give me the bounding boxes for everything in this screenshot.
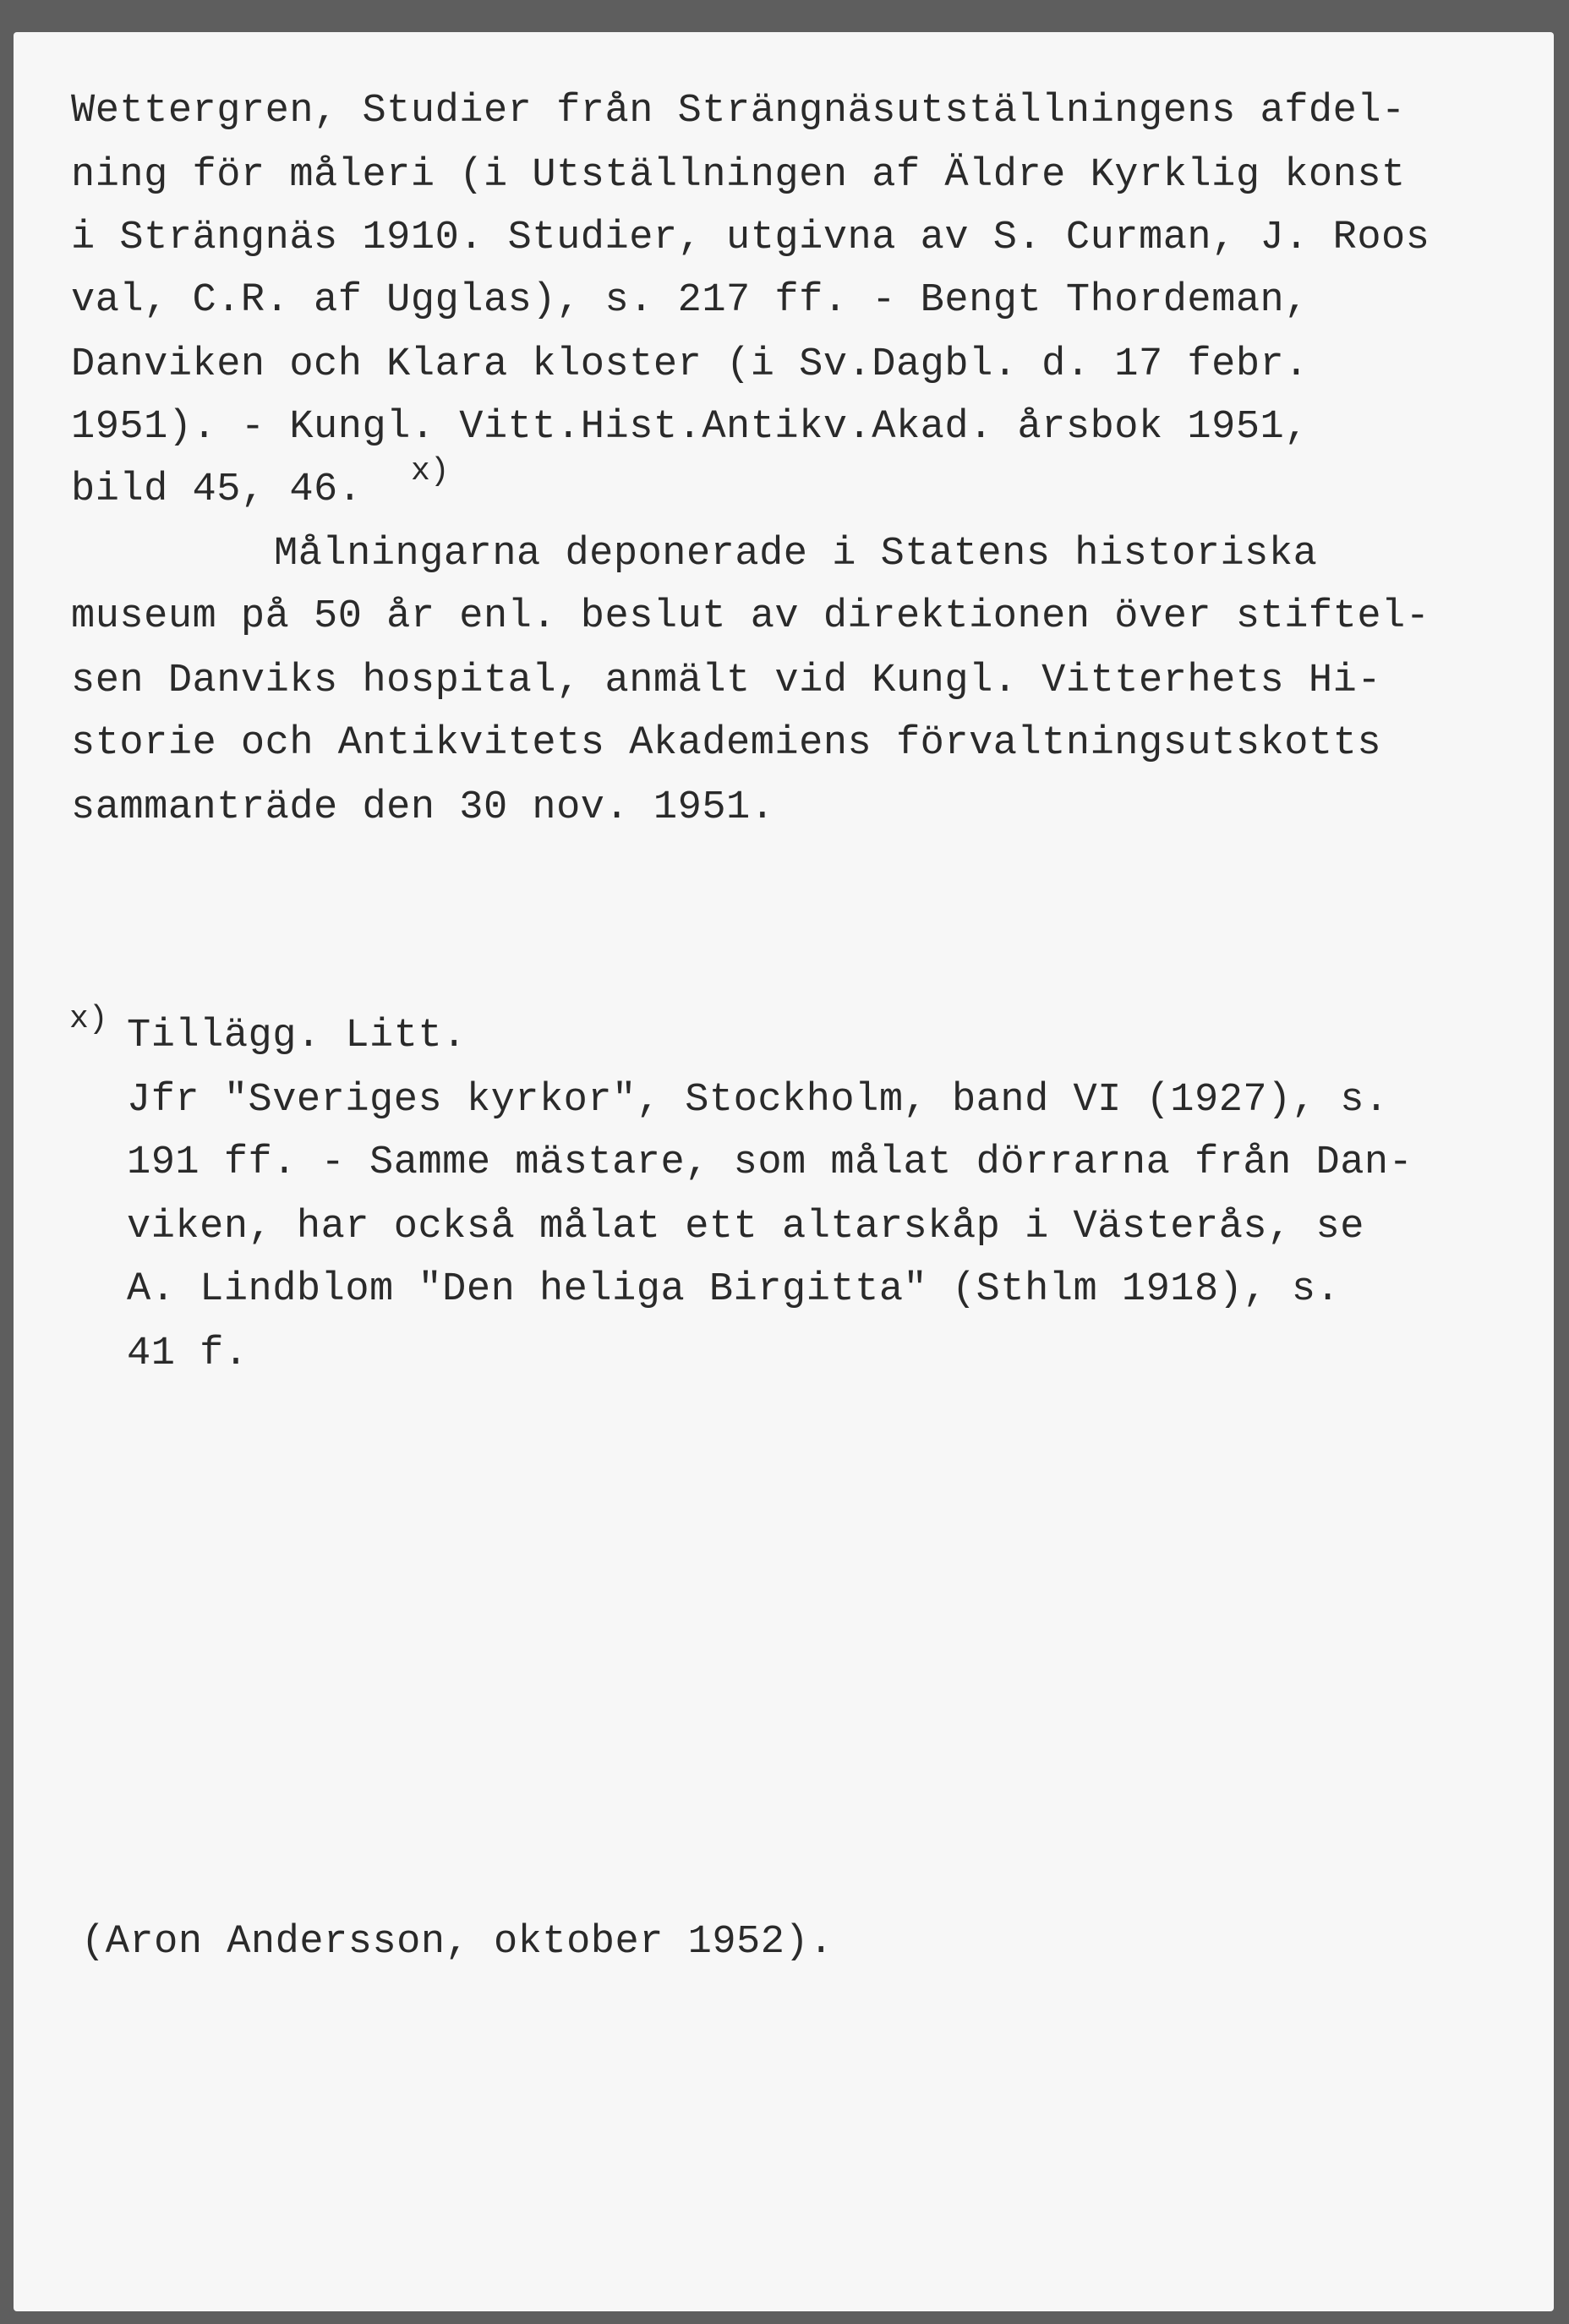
- text-line-7: bild 45, 46.: [71, 468, 363, 512]
- text-line-12: sammanträde den 30 nov. 1951.: [71, 785, 775, 830]
- footnote-line-3: viken, har också målat ett altarskåp i Västerås, se: [127, 1205, 1364, 1249]
- footnote-line-2: 191 ff. - Samme mästare, som målat dörrarna från Dan-: [127, 1140, 1413, 1185]
- text-line-11: storie och Antikvitets Akademiens förvaltningsutskotts: [71, 721, 1382, 766]
- catalog-card: [14, 32, 1554, 2311]
- text-line-2: ning för måleri (i Utställningen af Äldre Kyrklig konst: [71, 153, 1406, 198]
- signature: (Aron Andersson, oktober 1952).: [81, 1920, 834, 1965]
- text-line-3: i Strängnäs 1910. Studier, utgivna av S. Curman, J. Roos: [71, 216, 1430, 260]
- footnote-line-1: Jfr "Sveriges kyrkor", Stockholm, band VI (1927), s.: [127, 1078, 1389, 1123]
- footnote-reference: x): [411, 453, 450, 489]
- text-line-9: museum på 50 år enl. beslut av direktionen över stiftel-: [71, 594, 1430, 639]
- text-line-4: val, C.R. af Ugglas), s. 217 ff. - Bengt Thordeman,: [71, 278, 1309, 323]
- footnote-line-4: A. Lindblom "Den heliga Birgitta" (Sthlm 1918), s.: [127, 1267, 1341, 1312]
- text-line-8: Målningarna deponerade i Statens historiska: [274, 532, 1318, 577]
- text-line-1: Wettergren, Studier från Strängnäsutställningens afdel-: [71, 89, 1406, 134]
- footnote-heading: Tillägg. Litt.: [127, 1014, 467, 1058]
- footnote-line-5: 41 f.: [127, 1332, 249, 1376]
- text-line-5: Danviken och Klara kloster (i Sv.Dagbl. d. 17 febr.: [71, 342, 1309, 387]
- text-line-6: 1951). - Kungl. Vitt.Hist.Antikv.Akad. årsbok 1951,: [71, 405, 1309, 450]
- footnote-marker: x): [69, 1001, 108, 1037]
- text-line-10: sen Danviks hospital, anmält vid Kungl. Vitterhets Hi-: [71, 659, 1382, 703]
